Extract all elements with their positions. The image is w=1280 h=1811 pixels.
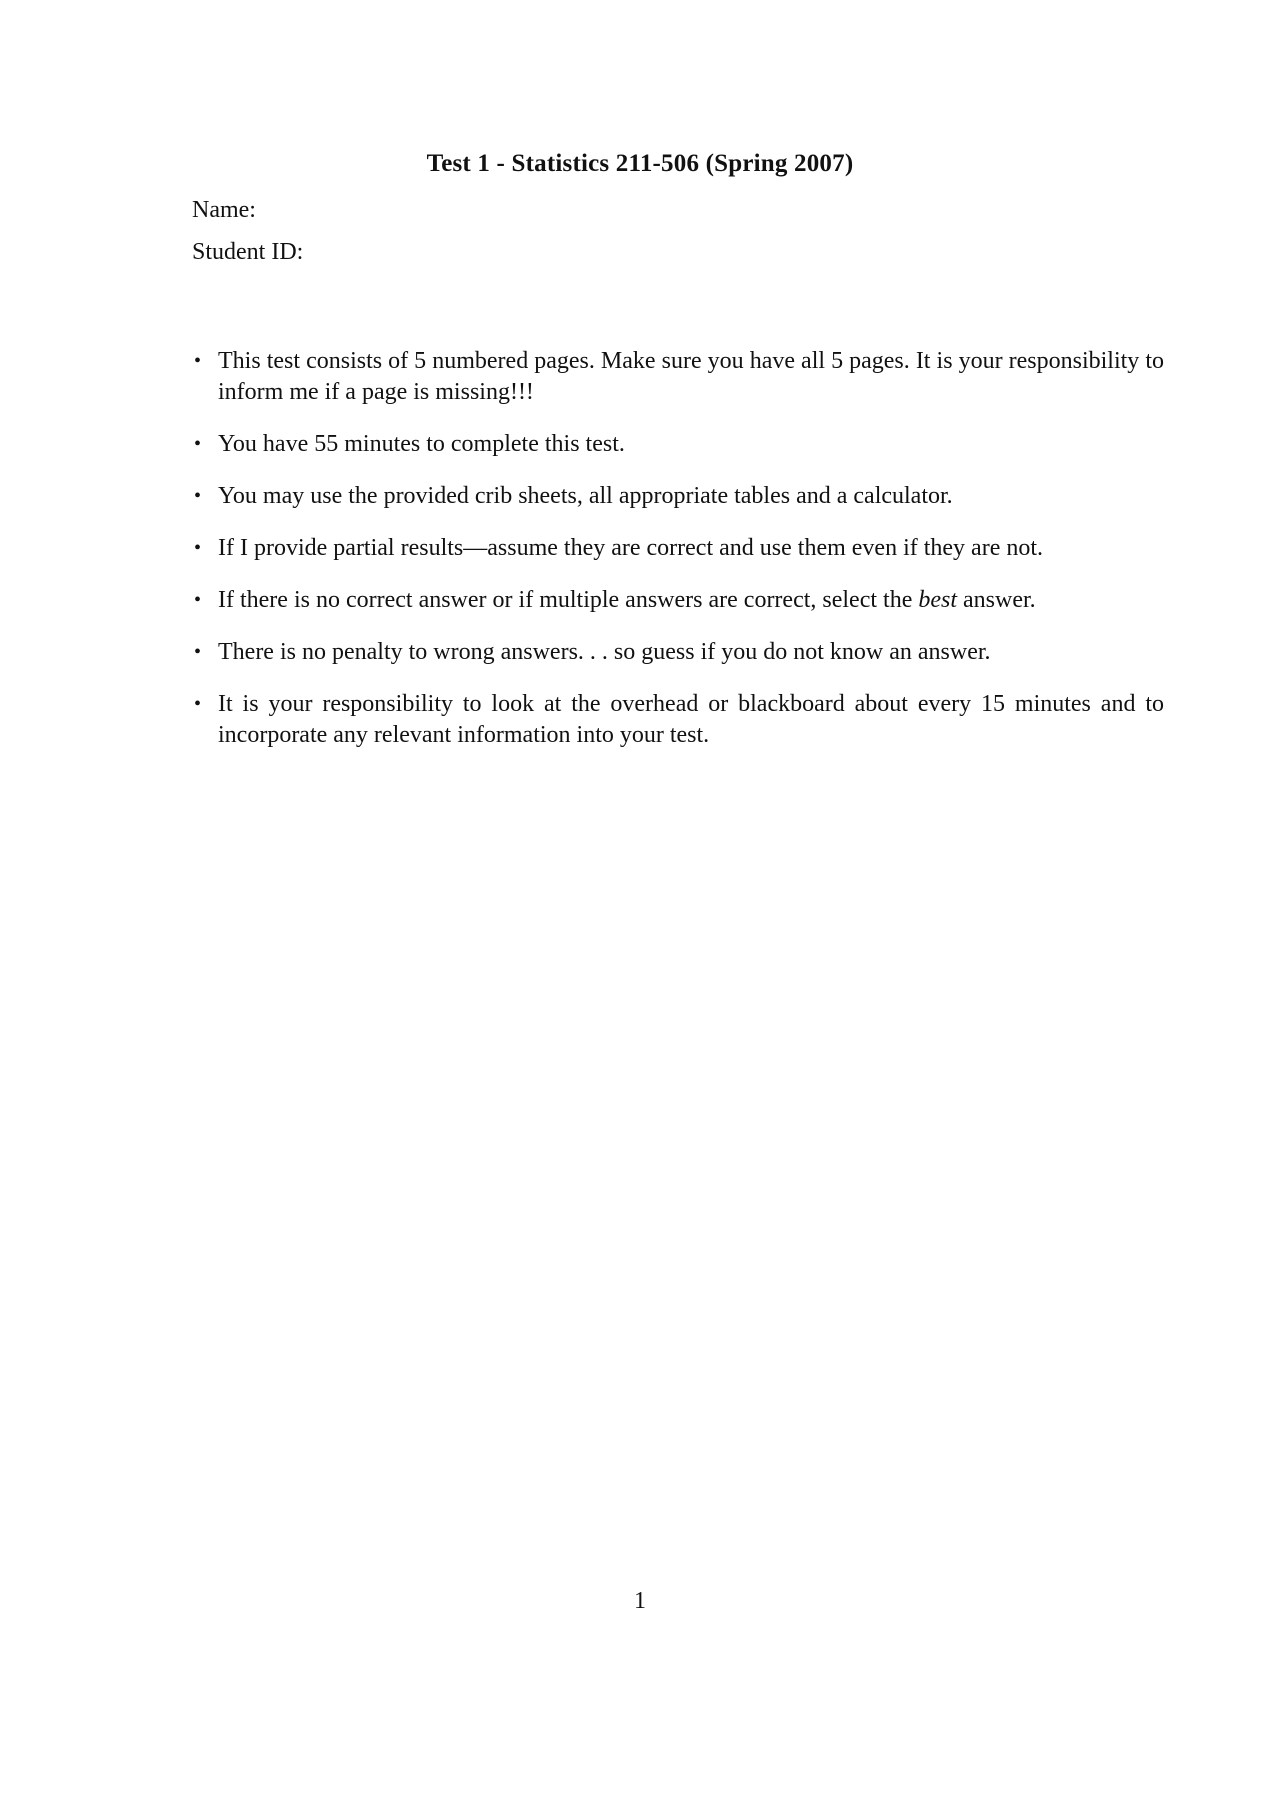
instruction-text: If I provide partial results—assume they are correct and use them even if they are not.	[218, 535, 1044, 561]
instruction-text: You may use the provided crib sheets, all appropriate tables and a calculator.	[218, 483, 953, 509]
instruction-item	[192, 637, 1164, 668]
instruction-text-part: answer.	[957, 587, 1036, 613]
bullet-icon: •	[194, 433, 202, 455]
bullet-icon: •	[194, 537, 202, 559]
instruction-item	[192, 585, 1164, 616]
bullet-icon: •	[194, 589, 202, 611]
page-number: 1	[634, 1588, 646, 1614]
instructions-list	[192, 346, 1164, 772]
instruction-item	[192, 429, 1164, 460]
instruction-text: This test consists of 5 numbered pages. Make sure you have all 5 pages. It is your responsibility to inform me if a page is missing!!!	[218, 348, 1164, 405]
bullet-icon: •	[194, 641, 202, 663]
instruction-item	[192, 533, 1164, 564]
instruction-text: There is no penalty to wrong answers. . . so guess if you do not know an answer.	[218, 639, 991, 665]
bullet-icon: •	[194, 350, 202, 372]
page-title: Test 1 - Statistics 211-506 (Spring 2007)	[426, 150, 854, 177]
emphasis-word: best	[918, 587, 958, 613]
bullet-icon: •	[194, 485, 202, 507]
instruction-item	[192, 689, 1164, 751]
instruction-text: You have 55 minutes to complete this test.	[218, 431, 625, 457]
bullet-icon: •	[194, 693, 202, 715]
instruction-text-part: If there is no correct answer or if multiple answers are correct, select the	[218, 587, 919, 613]
instruction-item	[192, 481, 1164, 512]
student-id-field-label: Student ID:	[192, 239, 304, 265]
instruction-text	[218, 587, 1036, 613]
instruction-item	[192, 346, 1164, 408]
name-field-label: Name:	[192, 197, 256, 223]
instruction-text: It is your responsibility to look at the overhead or blackboard about every 15 minutes and to incorporate any relevant information into your test.	[218, 691, 1164, 748]
